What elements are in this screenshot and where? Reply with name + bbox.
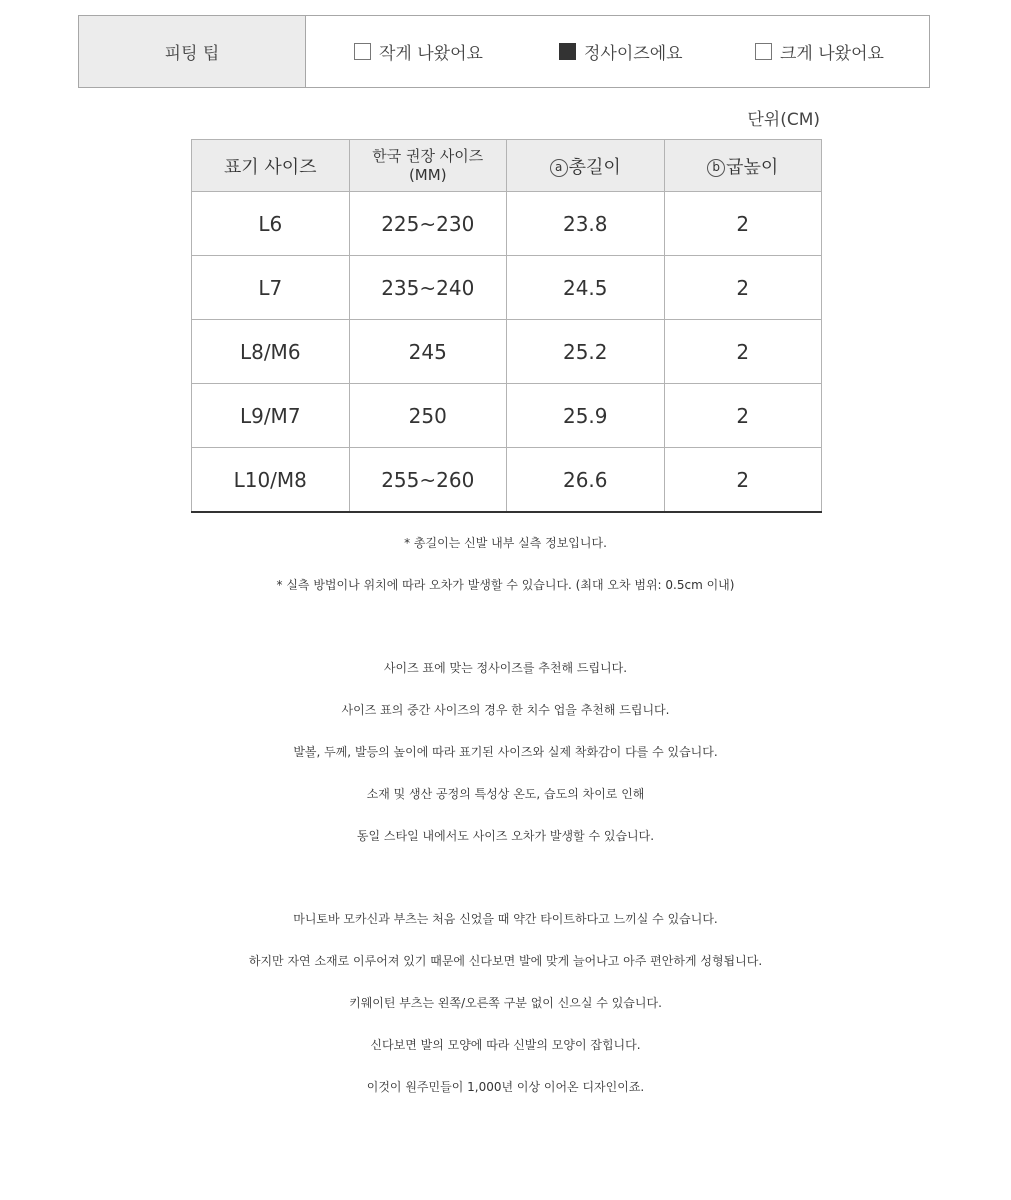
product-note-line: 하지만 자연 소재로 이루어져 있기 때문에 신다보면 발에 맞게 늘어나고 아주 편안하게 성형됩니다. [248,954,763,968]
header-size: 표기 사이즈 [192,140,350,192]
cell-size: L9/M7 [192,384,350,448]
table-row [192,448,822,513]
cell-korean-size: 235~240 [349,256,507,320]
fit-option-true-size[interactable] [559,16,683,87]
advice-line: 소재 및 생산 공정의 특성상 온도, 습도의 차이로 인해 [366,787,645,801]
header-heel-height-label: 굽높이 [726,156,779,178]
header-korean-size [349,140,507,192]
size-advice [0,647,1011,857]
cell-size: L6 [192,192,350,256]
product-note-line: 키웨이틴 부츠는 왼쪽/오른쪽 구분 없이 신으실 수 있습니다. [349,996,662,1010]
product-note-line: 신다보면 발의 모양에 따라 신발의 모양이 잡힙니다. [370,1038,641,1052]
product-note-line: 이것이 원주민들이 1,000년 이상 이어온 디자인이죠. [366,1080,645,1094]
cell-heel-height: 2 [664,256,822,320]
advice-line: 발볼, 두께, 발등의 높이에 따라 표기된 사이즈와 실제 착화감이 다를 수 있습니다. [293,745,718,759]
fit-option-label: 작게 나왔어요 [379,44,483,64]
advice-line: 사이즈 표에 맞는 정사이즈를 추천해 드립니다. [383,661,628,675]
cell-korean-size: 250 [349,384,507,448]
circled-b-marker: b [707,159,725,177]
header-heel-height [664,140,822,192]
fitting-options [306,16,929,87]
table-row [192,320,822,384]
cell-total-length: 25.9 [507,384,665,448]
product-notes [0,898,1011,1108]
fit-option-label: 정사이즈에요 [584,44,683,64]
fitting-tip-label: 피팅 팁 [79,16,306,87]
cell-korean-size: 245 [349,320,507,384]
header-total-length-label: 총길이 [568,156,621,178]
advice-line: 사이즈 표의 중간 사이즈의 경우 한 치수 업을 추천해 드립니다. [341,703,670,717]
cell-heel-height: 2 [664,192,822,256]
circled-a-marker: a [550,159,568,177]
product-note-line: 마니토바 모카신과 부츠는 처음 신었을 때 약간 타이트하다고 느끼실 수 있습니다. [293,912,718,926]
table-row [192,384,822,448]
header-korean-size-line2: (MM) [408,165,447,184]
advice-line: 동일 스타일 내에서도 사이즈 오차가 발생할 수 있습니다. [356,829,655,843]
table-header-row [192,140,822,192]
cell-heel-height: 2 [664,448,822,513]
cell-size: L10/M8 [192,448,350,513]
note-line: * 총길이는 신발 내부 실측 정보입니다. [404,536,607,550]
header-total-length [507,140,665,192]
unit-label: 단위(CM) [747,110,820,130]
table-notes [0,522,1011,606]
table-row [192,192,822,256]
cell-total-length: 24.5 [507,256,665,320]
size-table [191,139,822,513]
cell-heel-height: 2 [664,320,822,384]
checkbox-icon[interactable] [755,43,772,60]
note-line: * 실측 방법이나 위치에 따라 오차가 발생할 수 있습니다. (최대 오차 범위: 0.5cm 이내) [276,578,735,592]
header-korean-size-line1: 한국 권장 사이즈 [372,146,484,165]
cell-korean-size: 225~230 [349,192,507,256]
cell-heel-height: 2 [664,384,822,448]
checkbox-icon[interactable] [354,43,371,60]
fitting-tip-box [78,15,930,88]
table-row [192,256,822,320]
checked-checkbox-icon[interactable] [559,43,576,60]
cell-total-length: 26.6 [507,448,665,513]
fit-option-small[interactable] [354,16,483,87]
cell-size: L7 [192,256,350,320]
fit-option-label: 크게 나왔어요 [780,44,884,64]
cell-total-length: 25.2 [507,320,665,384]
cell-size: L8/M6 [192,320,350,384]
cell-korean-size: 255~260 [349,448,507,513]
fit-option-large[interactable] [755,16,884,87]
cell-total-length: 23.8 [507,192,665,256]
